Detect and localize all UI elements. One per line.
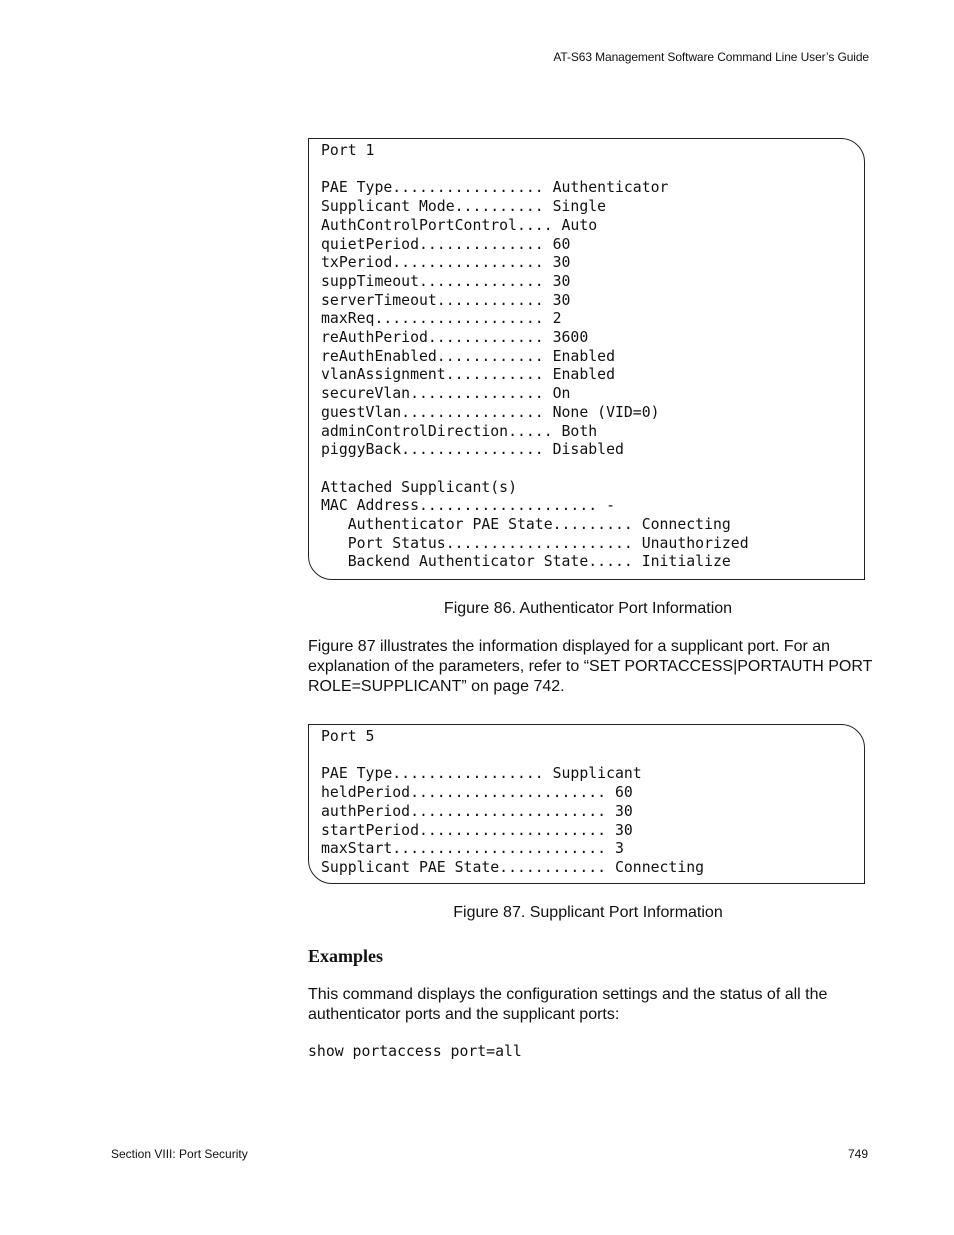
authenticator-port-output: Port 1 PAE Type................. Authenticator Supplicant Mode.......... Single AuthControlPortControl.... Auto quietPeriod.............. 60 txPeriod................. 30 suppTimeout.............. 30 serverTimeout............ 30 maxReq................... 2 reAuthPeriod............. 3600 reAuthEnabled............ Enabled vlanAssignment........... Enabled secureVlan............... On guestVlan................ None (VID=0) adminControlDirection..... Both piggyBack................ Disabled Attached Supplicant(s) MAC Address.................... - Authenticator PAE State......... Connecting Port Status..................... Unauthorized Backend Authenticator State..... Initialize [321,142,749,571]
supplicant-port-output: Port 5 PAE Type................. Supplicant heldPeriod...................... 60 authPeriod...................... 30 startPeriod..................... 30 maxStart........................ 3 Supplicant PAE State............ Connecting [321,728,705,876]
example-command: show portaccess port=all [308,1043,522,1060]
supplicant-port-output-box [308,724,865,884]
footer-section: Section VIII: Port Security [111,1147,248,1161]
authenticator-port-output-box [308,138,865,580]
intro-paragraph: Figure 87 illustrates the information displayed for a supplicant port. For an explanation of the parameters, refer to “SET PORTACCESS|PORTAUTH PORT ROLE=SUPPLICANT” on page 742. [308,638,873,695]
examples-heading: Examples [308,946,384,966]
page-number: 749 [847,1147,868,1161]
figure-87-caption: Figure 87. Supplicant Port Information [453,904,723,921]
running-header: AT-S63 Management Software Command Line User’s Guide [553,50,869,64]
figure-86-caption: Figure 86. Authenticator Port Information [443,600,733,617]
examples-paragraph: This command displays the configuration settings and the status of all the authenticator ports and the supplicant ports: [308,986,828,1023]
